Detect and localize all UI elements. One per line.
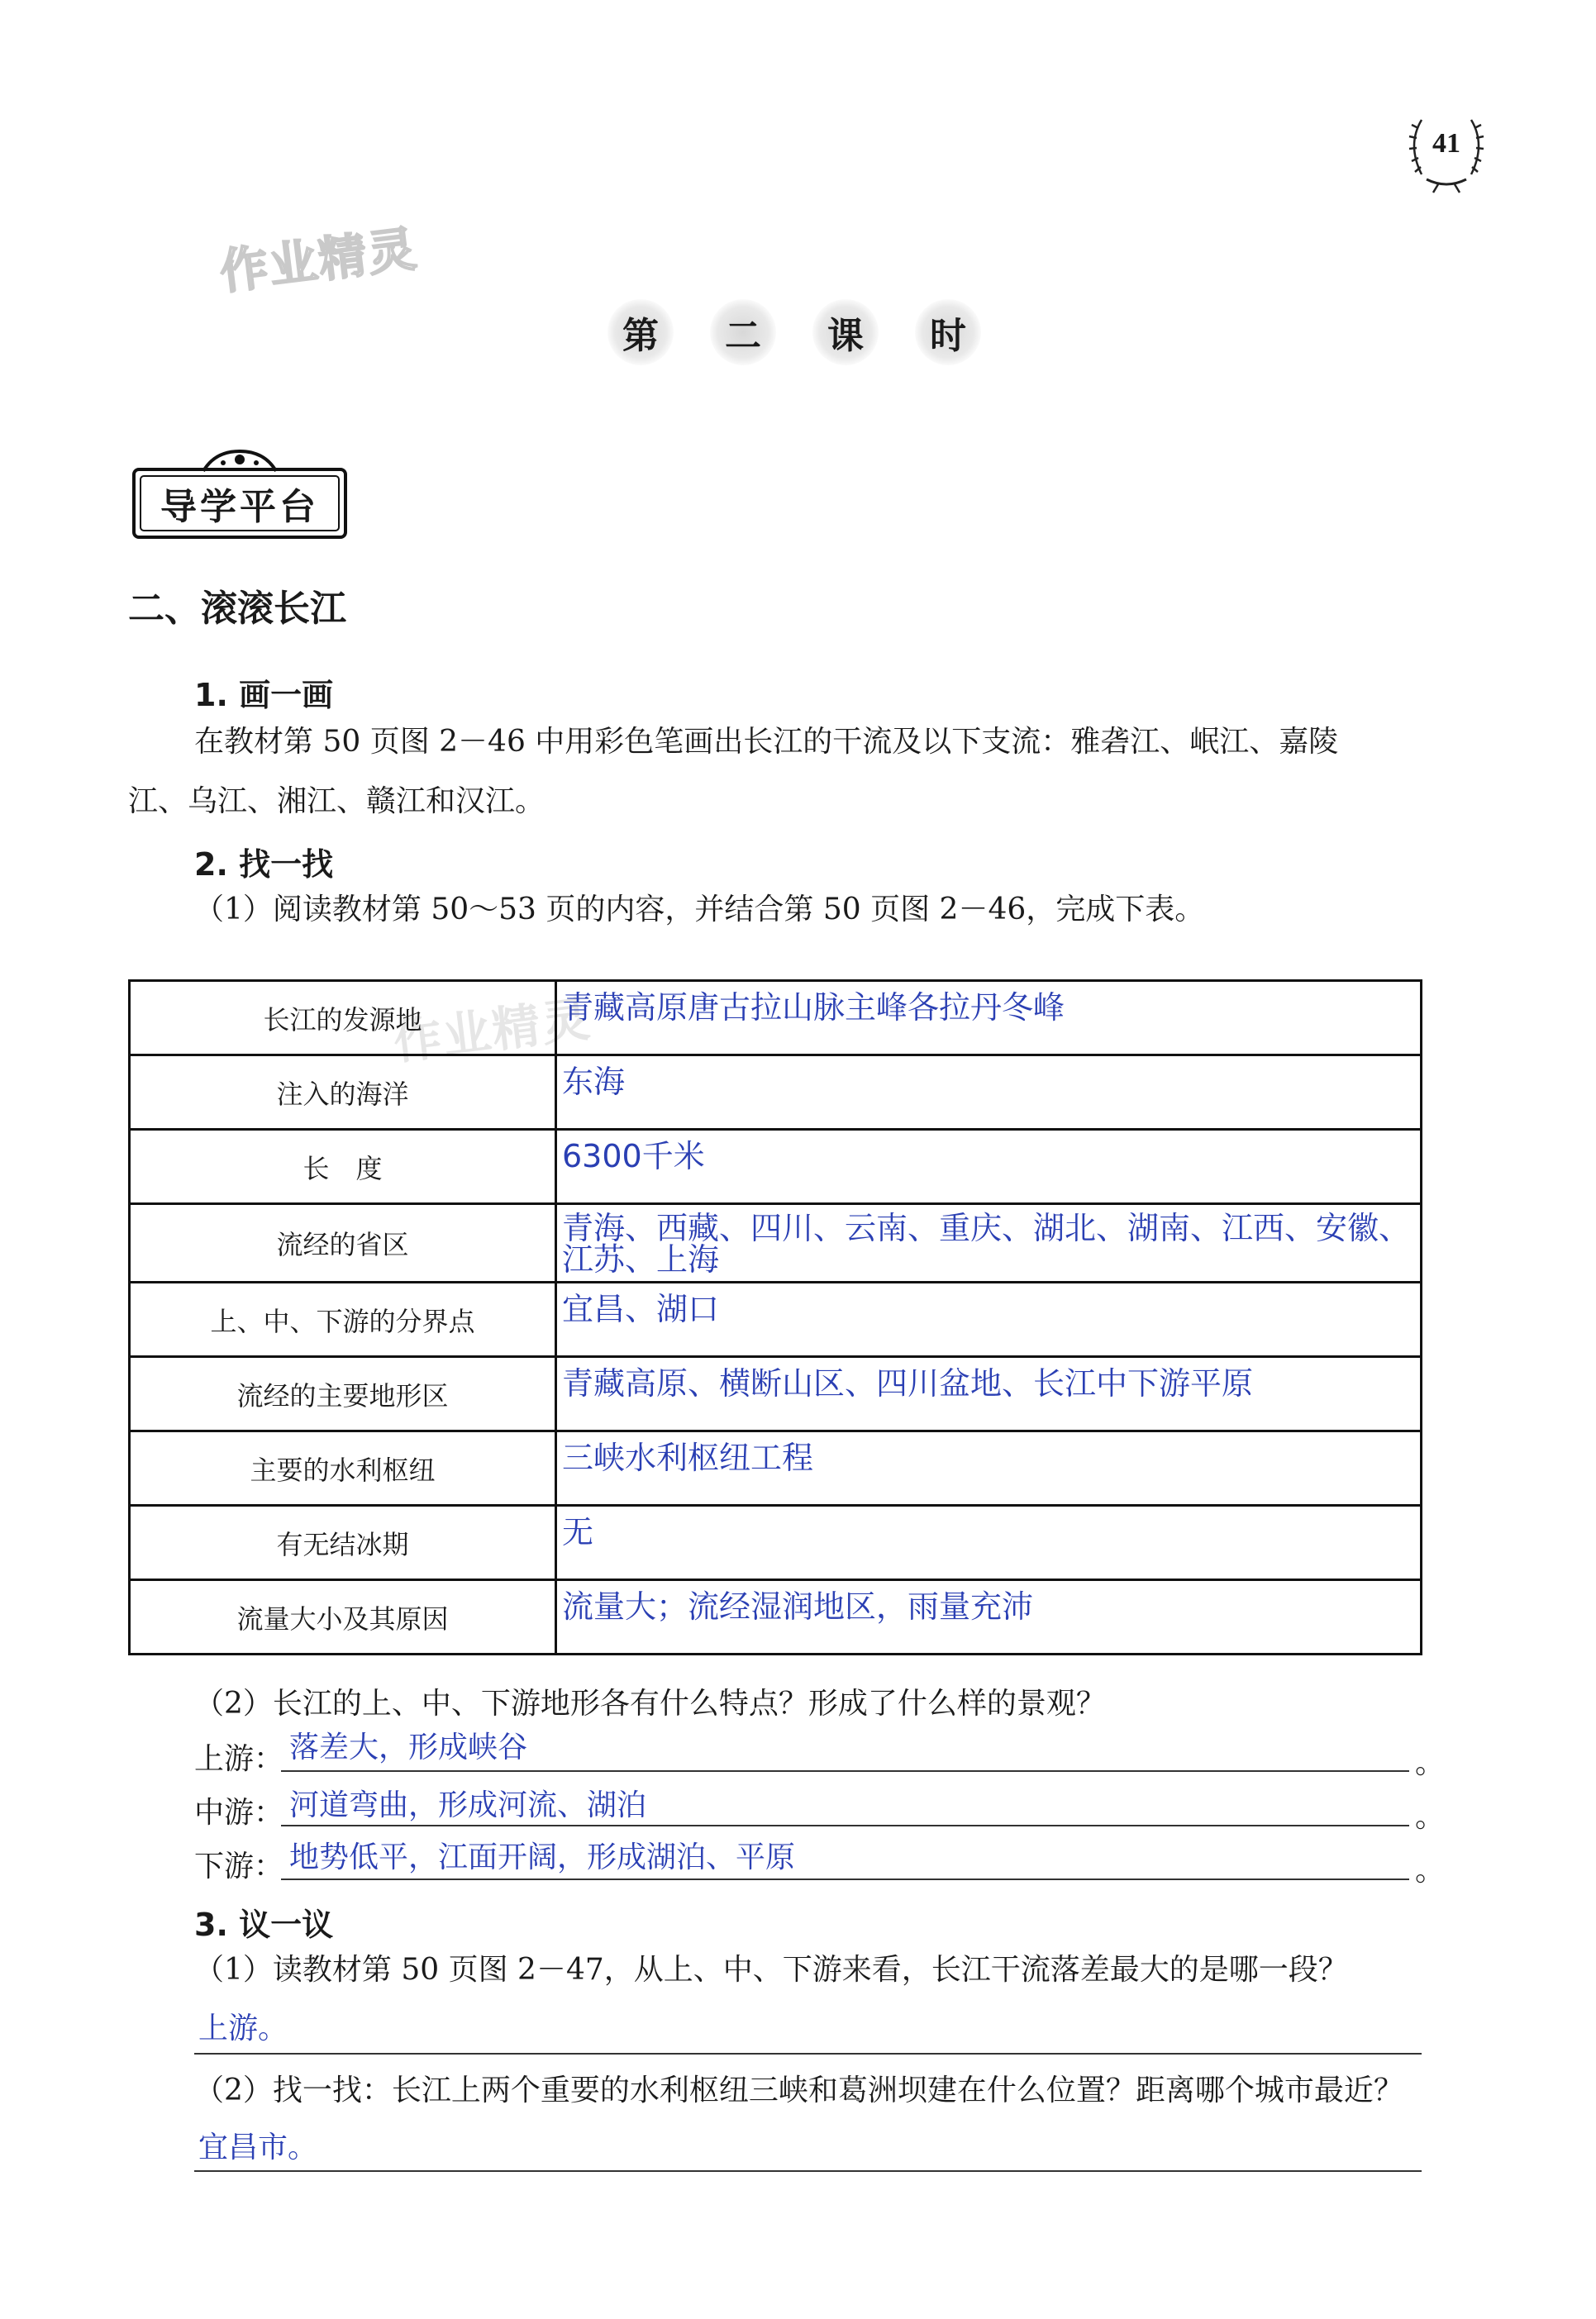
- section-heading: 二、滚滚长江: [128, 588, 346, 630]
- table-answer-line: 青海、西藏、四川、云南、重庆、湖北、湖南、江西、安徽、: [562, 1210, 1411, 1246]
- table-answer: 青藏高原唐古拉山脉主峰各拉丹冬峰: [556, 981, 1422, 1055]
- table-row: [130, 981, 1422, 1055]
- answer-line: [281, 1785, 1409, 1826]
- table-answer: 青藏高原、横断山区、四川盆地、长江中下游平原: [556, 1357, 1422, 1431]
- table-label: 长 度: [130, 1130, 556, 1204]
- table-row: [130, 1130, 1422, 1204]
- watermark: 作业精灵: [390, 990, 594, 1071]
- table-answer: 6300千米: [556, 1130, 1422, 1204]
- answer-label: 中游：: [194, 1796, 284, 1830]
- question-text: （2）长江的上、中、下游地形各有什么特点？形成了什么样的景观？: [194, 1687, 1106, 1721]
- table-row: [130, 1055, 1422, 1130]
- table-answer: 东海: [556, 1055, 1422, 1130]
- question-title: 1. 画一画: [194, 677, 334, 713]
- page-number: 41: [1432, 128, 1460, 159]
- end-mark: 。: [1415, 1746, 1446, 1780]
- table-label: 有无结冰期: [130, 1506, 556, 1580]
- table-answer: [556, 1204, 1422, 1283]
- lesson-title-char: 第: [607, 299, 674, 365]
- answer-line: [281, 1839, 1409, 1880]
- table-row: [130, 1506, 1422, 1580]
- table-row: [130, 1204, 1422, 1283]
- question-text: （2）找一找：长江上两个重要的水利枢纽三峡和葛洲坝建在什么位置？距离哪个城市最近？: [194, 2074, 1403, 2107]
- table-answer-line: 江苏、上海: [562, 1241, 720, 1278]
- table-label: 主要的水利枢纽: [130, 1431, 556, 1506]
- table-label: 流经的省区: [130, 1204, 556, 1283]
- table-row: [130, 1431, 1422, 1506]
- question-title: 3. 议一议: [194, 1907, 334, 1943]
- answer-label: 下游：: [194, 1850, 284, 1883]
- lesson-title: [607, 299, 981, 365]
- answer-text: 河道弯曲，形成河流、湖泊: [289, 1788, 647, 1822]
- answer-line: [281, 1731, 1409, 1772]
- table-label: 注入的海洋: [130, 1055, 556, 1130]
- question-text: （1）阅读教材第 50～53 页的内容，并结合第 50 页图 2－46，完成下表。: [194, 893, 1205, 926]
- question-title: 2. 找一找: [194, 846, 334, 883]
- answer-label: 上游：: [194, 1742, 284, 1776]
- end-mark: 。: [1415, 1854, 1446, 1888]
- answer-line: [194, 2116, 1422, 2172]
- table-row: [130, 1580, 1422, 1655]
- question-text: （1）读教材第 50 页图 2－47，从上、中、下游来看，长江干流落差最大的是哪一段？: [194, 1953, 1348, 1987]
- info-table: [128, 979, 1422, 1655]
- table-row: [130, 1283, 1422, 1357]
- answer-text: 落差大，形成峡谷: [289, 1731, 528, 1764]
- table-answer: 三峡水利枢纽工程: [556, 1431, 1422, 1506]
- table-answer: 无: [556, 1506, 1422, 1580]
- lesson-title-char: 课: [812, 299, 879, 365]
- page-number-emblem: [1397, 103, 1496, 194]
- question-text: 江、乌江、湘江、赣江和汉江。: [128, 784, 545, 818]
- banner-title: 导学平台: [160, 486, 319, 528]
- answer-line: [194, 1998, 1422, 2055]
- table-answer: 流量大；流经湿润地区，雨量充沛: [556, 1580, 1422, 1655]
- table-label: 上、中、下游的分界点: [130, 1283, 556, 1357]
- answer-text: 宜昌市。: [198, 2131, 318, 2164]
- table-label: 流量大小及其原因: [130, 1580, 556, 1655]
- answer-text: 上游。: [198, 2012, 288, 2045]
- question-text: 在教材第 50 页图 2－46 中用彩色笔画出长江的干流及以下支流：雅砻江、岷江、嘉陵: [194, 725, 1339, 759]
- table-answer: 宜昌、湖口: [556, 1283, 1422, 1357]
- answer-text: 地势低平，江面开阔，形成湖泊、平原: [289, 1840, 796, 1874]
- table-label: 长江的发源地: [130, 981, 556, 1055]
- end-mark: 。: [1415, 1800, 1446, 1834]
- table-row: [130, 1357, 1422, 1431]
- lesson-title-char: 二: [710, 299, 776, 365]
- table-label: 流经的主要地形区: [130, 1357, 556, 1431]
- lesson-title-char: 时: [915, 299, 981, 365]
- section-banner: [124, 446, 355, 545]
- watermark: 作业精灵: [217, 220, 421, 301]
